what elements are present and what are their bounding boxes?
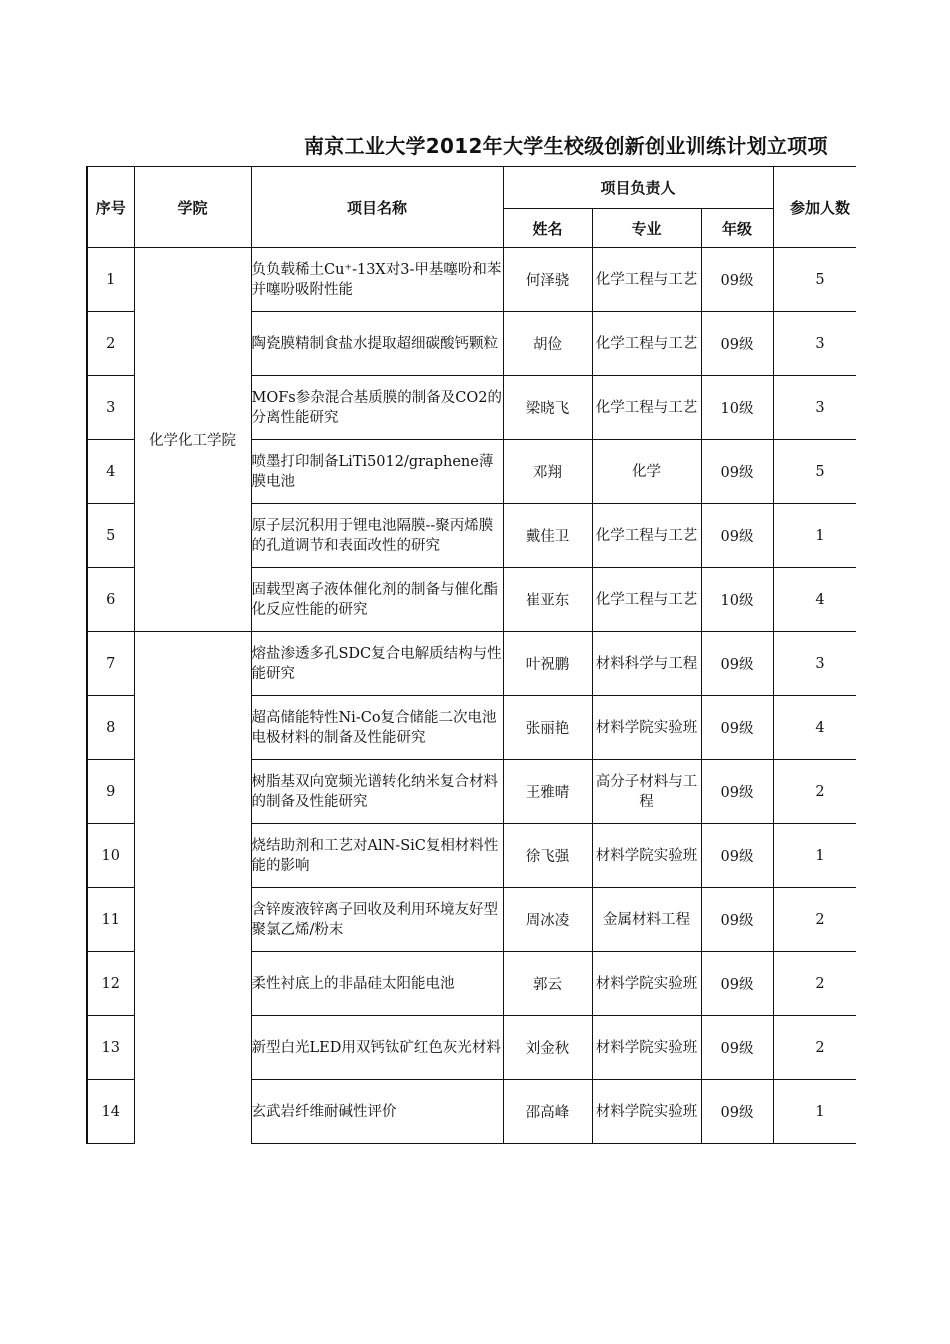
leader-major: 材料学院实验班	[592, 952, 701, 1016]
leader-major: 材料学院实验班	[592, 1016, 701, 1080]
leader-name: 叶祝鹏	[503, 632, 592, 696]
project-name: 玄武岩纤维耐碱性评价	[251, 1080, 503, 1144]
project-name: 熔盐渗透多孔SDC复合电解质结构与性能研究	[251, 632, 503, 696]
leader-grade: 09级	[701, 312, 773, 376]
project-name: 超高储能特性Ni-Co复合储能二次电池电极材料的制备及性能研究	[251, 696, 503, 760]
row-index: 13	[87, 1016, 134, 1080]
leader-major: 化学工程与工艺	[592, 248, 701, 312]
leader-major: 材料学院实验班	[592, 696, 701, 760]
leader-name: 刘金秋	[503, 1016, 592, 1080]
leader-name: 徐飞强	[503, 824, 592, 888]
leader-grade: 09级	[701, 696, 773, 760]
leader-name: 梁晓飞	[503, 376, 592, 440]
leader-major: 化学工程与工艺	[592, 568, 701, 632]
row-index: 3	[87, 376, 134, 440]
leader-major: 高分子材料与工程	[592, 760, 701, 824]
leader-grade: 09级	[701, 760, 773, 824]
leader-name: 何泽骁	[503, 248, 592, 312]
leader-grade: 09级	[701, 824, 773, 888]
page-title: 南京工业大学2012年大学生校级创新创业训练计划立项项	[304, 134, 828, 158]
leader-major: 化学工程与工艺	[592, 312, 701, 376]
leader-name: 崔亚东	[503, 568, 592, 632]
leader-name: 戴佳卫	[503, 504, 592, 568]
row-index: 4	[87, 440, 134, 504]
leader-major: 金属材料工程	[592, 888, 701, 952]
table-viewport	[86, 166, 856, 1168]
participant-count: 5	[773, 440, 856, 504]
header-index: 序号	[87, 167, 134, 248]
leader-name: 郭云	[503, 952, 592, 1016]
participant-count: 4	[773, 696, 856, 760]
row-index: 2	[87, 312, 134, 376]
header-grade: 年级	[701, 209, 773, 248]
leader-grade: 10级	[701, 376, 773, 440]
leader-major: 化学工程与工艺	[592, 376, 701, 440]
project-name: 新型白光LED用双钙钛矿红色灰光材料	[251, 1016, 503, 1080]
project-name: MOFs参杂混合基质膜的制备及CO2的分离性能研究	[251, 376, 503, 440]
project-name: 含锌废液锌离子回收及利用环境友好型聚氯乙烯/粉末	[251, 888, 503, 952]
project-name: 陶瓷膜精制食盐水提取超细碳酸钙颗粒	[251, 312, 503, 376]
participant-count: 1	[773, 504, 856, 568]
leader-name: 张丽艳	[503, 696, 592, 760]
header-leader-name: 姓名	[503, 209, 592, 248]
project-name: 树脂基双向宽频光谱转化纳米复合材料的制备及性能研究	[251, 760, 503, 824]
header-leader-group: 项目负责人	[503, 167, 773, 209]
participant-count: 1	[773, 824, 856, 888]
participant-count: 3	[773, 632, 856, 696]
participant-count: 3	[773, 376, 856, 440]
project-name: 固载型离子液体催化剂的制备与催化酯化反应性能的研究	[251, 568, 503, 632]
row-index: 8	[87, 696, 134, 760]
project-name: 喷墨打印制备LiTi5012/graphene薄膜电池	[251, 440, 503, 504]
table-row	[87, 632, 856, 696]
participant-count: 1	[773, 1080, 856, 1144]
row-index: 1	[87, 248, 134, 312]
header-college: 学院	[134, 167, 251, 248]
leader-grade: 09级	[701, 248, 773, 312]
participant-count: 4	[773, 568, 856, 632]
row-index: 12	[87, 952, 134, 1016]
participant-count: 2	[773, 952, 856, 1016]
participant-count: 5	[773, 248, 856, 312]
project-name: 烧结助剂和工艺对AlN-SiC复相材料性能的影响	[251, 824, 503, 888]
leader-major: 材料科学与工程	[592, 632, 701, 696]
header-participants: 参加人数	[773, 167, 856, 248]
project-table	[86, 166, 856, 1144]
leader-name: 邓翔	[503, 440, 592, 504]
leader-name: 周冰凌	[503, 888, 592, 952]
leader-grade: 09级	[701, 1080, 773, 1144]
leader-grade: 09级	[701, 632, 773, 696]
leader-grade: 09级	[701, 440, 773, 504]
row-index: 9	[87, 760, 134, 824]
row-index: 7	[87, 632, 134, 696]
college-cell	[134, 632, 251, 1144]
leader-grade: 09级	[701, 952, 773, 1016]
table-row	[87, 248, 856, 312]
participant-count: 2	[773, 1016, 856, 1080]
project-name: 原子层沉积用于锂电池隔膜--聚丙烯膜的孔道调节和表面改性的研究	[251, 504, 503, 568]
leader-name: 王雅晴	[503, 760, 592, 824]
leader-name: 胡俭	[503, 312, 592, 376]
row-index: 6	[87, 568, 134, 632]
header-major: 专业	[592, 209, 701, 248]
leader-major: 化学	[592, 440, 701, 504]
leader-grade: 10级	[701, 568, 773, 632]
row-index: 11	[87, 888, 134, 952]
row-index: 5	[87, 504, 134, 568]
row-index: 14	[87, 1080, 134, 1144]
header-project: 项目名称	[251, 167, 503, 248]
leader-grade: 09级	[701, 1016, 773, 1080]
leader-grade: 09级	[701, 504, 773, 568]
leader-grade: 09级	[701, 888, 773, 952]
row-index: 10	[87, 824, 134, 888]
participant-count: 3	[773, 312, 856, 376]
participant-count: 2	[773, 888, 856, 952]
leader-major: 材料学院实验班	[592, 824, 701, 888]
project-name: 柔性衬底上的非晶硅太阳能电池	[251, 952, 503, 1016]
college-cell: 化学化工学院	[134, 248, 251, 632]
project-name: 负负载稀土Cu⁺-13X对3-甲基噻吩和苯并噻吩吸附性能	[251, 248, 503, 312]
leader-name: 邵高峰	[503, 1080, 592, 1144]
leader-major: 材料学院实验班	[592, 1080, 701, 1144]
leader-major: 化学工程与工艺	[592, 504, 701, 568]
participant-count: 2	[773, 760, 856, 824]
